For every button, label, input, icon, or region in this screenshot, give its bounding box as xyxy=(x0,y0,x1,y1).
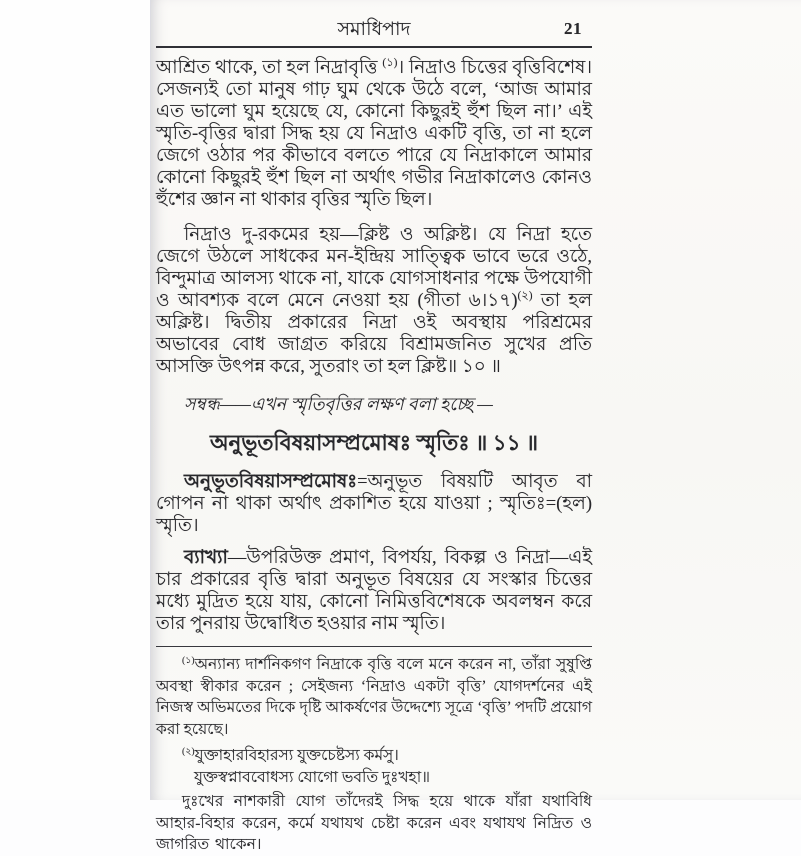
footnote-ref-1: (১) xyxy=(382,56,398,69)
footnote-separator-rule xyxy=(156,646,592,647)
running-header xyxy=(156,16,592,44)
vyakhya-lead-word: ব্যাখ্যা xyxy=(184,548,228,568)
footnote-1-text: অন্যান্য দার্শনিকগণ নিদ্রাকে বৃত্তি বলে মনে করেন না, তাঁরা সুষুপ্তি অবস্থা স্বীকার করেন ; সেইজন্য ‘নিদ্রাও একটা বৃত্তি’ যোগদর্শনের এই নিজস্ব অভিমতের দিকে দৃষ্টি আকর্ষণের উদ্দেশ্যে সূত্রে ‘বৃত্তি’ পদটি প্রয়োগ করা হয়েছে। xyxy=(156,656,592,738)
page-number: 21 xyxy=(564,19,582,38)
vyakhya-rest-text: —উপরিউক্ত প্রমাণ, বিপর্যয়, বিকল্প ও নিদ্রা—এই চার প্রকারের বৃত্তি দ্বারা অনুভূত বিষয়ের যে সংস্কার চিত্তের মধ্যে মুদ্রিত হয়ে যায়, কোনো নিমিত্তবিশেষকে অবলম্বন করে তার পুনরায় উদ্বোধিত হওয়ার নাম স্মৃতি। xyxy=(156,548,592,634)
gloss-lead-word: অনুভূতবিষয়াসম্প্রমোষঃ xyxy=(184,472,358,492)
footnote-1 xyxy=(156,654,592,740)
footnote-2-translation: দুঃখের নাশকারী যোগ তাঁদেরই সিদ্ধ হয়ে থাকে যাঁরা যথাবিধি আহার-বিহার করেন, কর্মে যথাযথ চেষ্টা করেন এবং যথাযথ নিদ্রিত ও জাগরিত থাকেন। xyxy=(156,793,592,853)
page-content xyxy=(156,16,592,856)
sambandha-line: সম্বন্ধ——এখন স্মৃতিবৃত্তির লক্ষণ বলা হচ্ছে — xyxy=(184,394,493,414)
header-rule xyxy=(156,46,592,48)
footnote-ref-2: (২) xyxy=(517,289,533,302)
gloss-rest-text: =অনুভূত বিষয়টি আবৃত বা গোপন না থাকা অর্থাৎ প্রকাশিত হয়ে যাওয়া ; স্মৃতিঃ=(হল) স্মৃতি। xyxy=(156,472,592,536)
footnote-2-verse-line-2: যুক্তস্বপ্নাববোধস্য যোগো ভবতি দুঃখহা॥ xyxy=(194,768,430,786)
vyakhya-paragraph xyxy=(156,547,592,635)
footnote-2-verse1-text: যুক্তাহারবিহারস্য যুক্তচেষ্টস্য কর্মসু। xyxy=(194,747,399,764)
word-gloss-paragraph xyxy=(156,471,592,537)
footnote-1-marker: (১) xyxy=(182,654,195,666)
chapter-title: সমাধিপাদ xyxy=(337,19,411,40)
para1-text-a: আশ্রিত থাকে, তা হল নিদ্রাবৃত্তি xyxy=(156,58,383,78)
sutra-11-heading: অনুভূতবিষয়াসম্প্রমোষঃ স্মৃতিঃ ॥ ১১ ॥ xyxy=(209,431,539,455)
para2-text-b: তা হল অক্লিষ্ট। দ্বিতীয় প্রকারের নিদ্রা ওই অবস্থায় পরিশ্রমের অভাবের বোধ জাগ্রত করিয়ে বিশ্রামজনিত সুখের প্রতি আসক্তি উৎপন্ন করে, সুতরাং তা হল ক্লিষ্ট॥ ১০ ॥ xyxy=(156,291,592,377)
footnote-2-marker: (২) xyxy=(182,745,195,757)
para2-text-a: নিদ্রাও দু-রকমের হয়—ক্লিষ্ট ও অক্লিষ্ট। যে নিদ্রা হতে জেগে উঠলে সাধকের মন-ইন্দ্রিয় সাত্ত্বিক ভাবে ভরে ওঠে, বিন্দুমাত্র আলস্য থাকে না, যাকে যোগসাধনার পক্ষে উপযোগী ও আবশ্যক বলে মেনে নেওয়া হয় (গীতা ৬।১৭) xyxy=(156,225,592,311)
para1-text-b: । নিদ্রাও চিত্তের বৃত্তিবিশেষ। সেজন্যই তো মানুষ গাঢ় ঘুম থেকে উঠে বলে, ‘আজ আমার এত ভালো ঘুম হয়েছে যে, কোনো কিছুরই হুঁশ ছিল না।’ এই স্মৃতি-বৃত্তির দ্বারা সিদ্ধ হয় যে নিদ্রাও একটি বৃত্তি, তা না হলে জেগে ওঠার পর কীভাবে বলতে পারে যে নিদ্রাকালে আমার কোনো কিছুরই হুঁশ ছিল না অর্থাৎ গভীর নিদ্রাকালেও কোনও হুঁশের জ্ঞান না থাকার বৃত্তির স্মৃতি ছিল। xyxy=(156,58,592,210)
paragraph-nidra-vritti xyxy=(156,57,592,211)
footnote-2-verse-line-1 xyxy=(156,745,592,767)
footnotes-section xyxy=(156,654,592,856)
paragraph-nidra-types xyxy=(156,224,592,378)
